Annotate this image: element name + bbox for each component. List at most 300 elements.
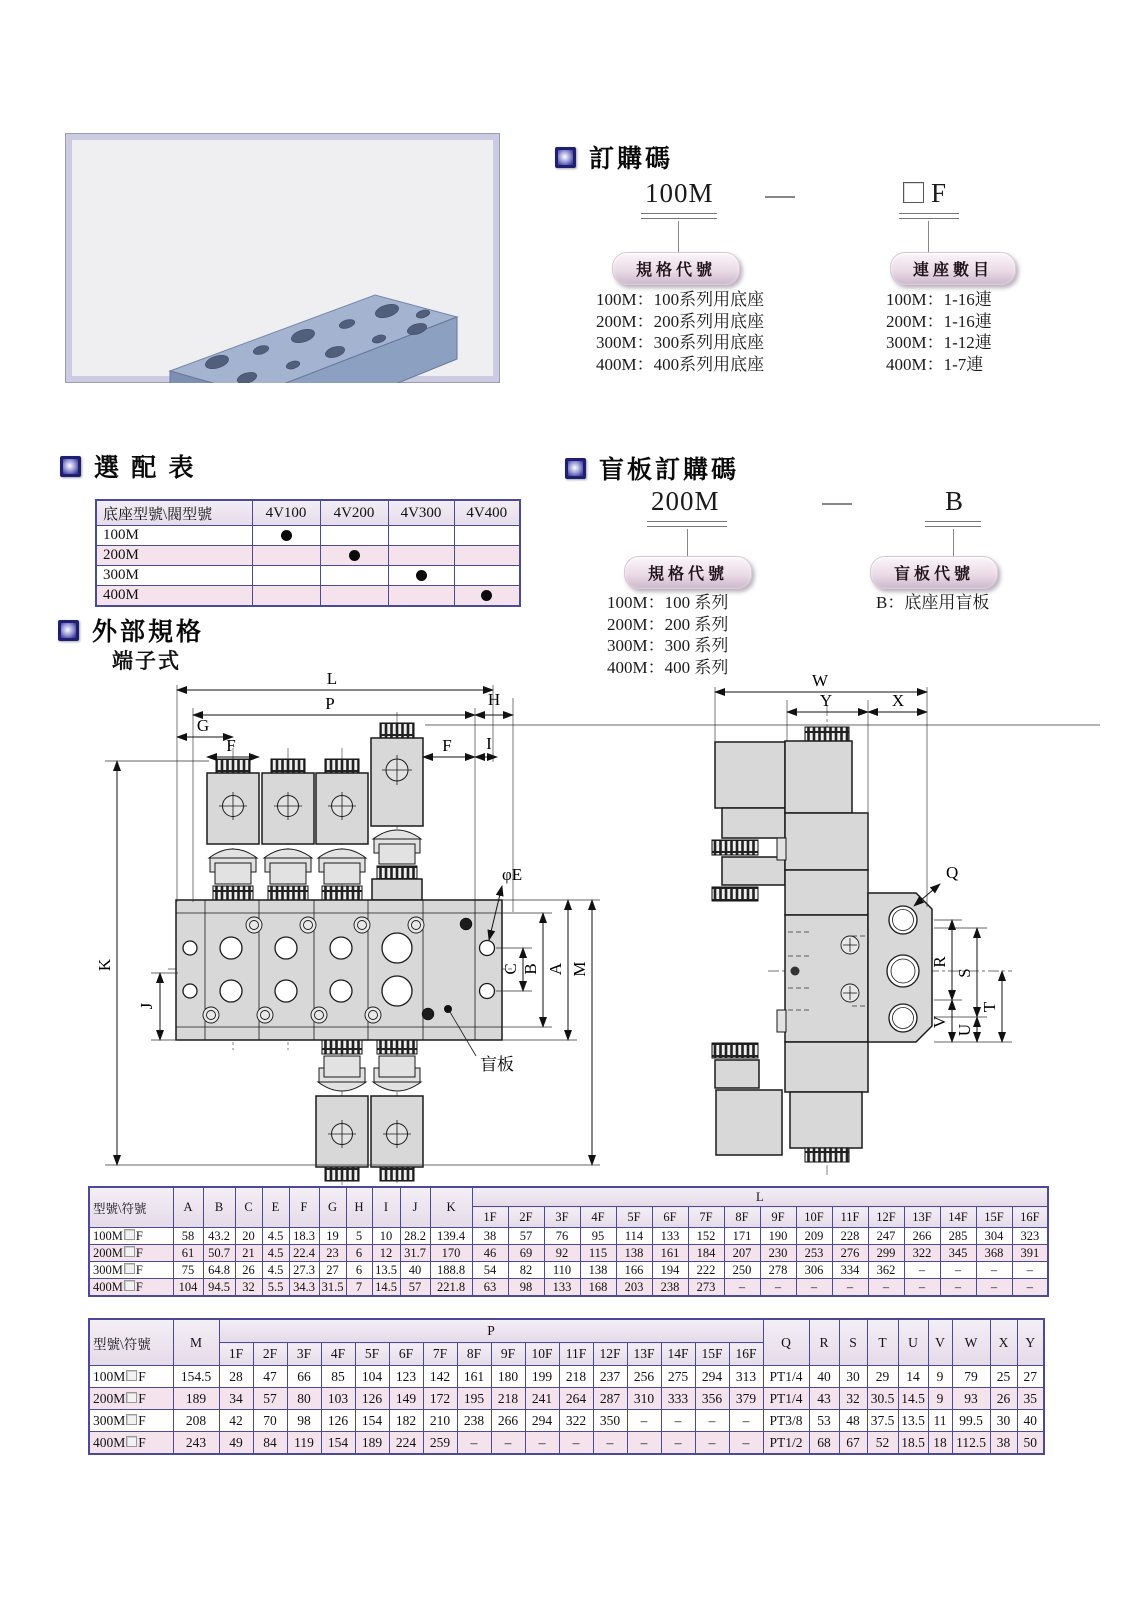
value-cell: – — [525, 1432, 559, 1455]
compat-cell — [454, 546, 520, 566]
ordering-code-right — [903, 178, 947, 209]
value-cell: 218 — [491, 1388, 525, 1410]
model-suffix: F — [138, 1412, 146, 1428]
value-cell: 30 — [990, 1410, 1017, 1432]
value-cell: 6 — [346, 1245, 372, 1262]
model-prefix: 300M — [93, 1262, 123, 1277]
value-cell: – — [627, 1432, 661, 1455]
value-cell: 103 — [321, 1388, 355, 1410]
value-cell: 266 — [491, 1410, 525, 1432]
section-bullet-icon — [58, 620, 79, 641]
col-header: 13F — [904, 1207, 940, 1228]
value-cell: 42 — [219, 1410, 253, 1432]
port-plate — [868, 893, 932, 1042]
value-cell: 142 — [423, 1366, 457, 1388]
header-row — [89, 1319, 1044, 1343]
col-header: A — [173, 1187, 203, 1228]
compat-cell — [252, 586, 320, 607]
value-cell: 210 — [423, 1410, 457, 1432]
value-cell: 247 — [868, 1228, 904, 1245]
value-cell: – — [593, 1432, 627, 1455]
compat-dot-icon — [481, 590, 492, 601]
col-header: M — [173, 1319, 219, 1366]
col-header: 10F — [525, 1343, 559, 1366]
col-header: H — [346, 1187, 372, 1228]
col-header: 13F — [627, 1343, 661, 1366]
blank-box-icon — [124, 1263, 135, 1274]
selection-section-header — [60, 448, 197, 484]
value-cell: – — [868, 1279, 904, 1297]
drawing-subtitle: 端子式 — [112, 649, 181, 673]
double-underline — [647, 521, 727, 527]
value-cell: – — [1012, 1262, 1048, 1279]
value-cell: 275 — [661, 1366, 695, 1388]
value-cell: 304 — [976, 1228, 1012, 1245]
blind-note-list — [876, 592, 989, 614]
col-header: 2F — [253, 1343, 287, 1366]
col-header: B — [203, 1187, 235, 1228]
value-cell: 221.8 — [430, 1279, 472, 1297]
value-cell: 76 — [544, 1228, 580, 1245]
dim-K: K — [95, 958, 114, 972]
value-cell: 49 — [219, 1432, 253, 1455]
col-header: 11F — [559, 1343, 593, 1366]
value-cell: – — [940, 1262, 976, 1279]
value-cell: 98 — [508, 1279, 544, 1297]
col-header: S — [839, 1319, 867, 1366]
code-list-item: 200M：200系列用底座 — [596, 311, 765, 331]
dim-L: L — [326, 669, 338, 688]
value-cell: 166 — [616, 1262, 652, 1279]
col-header: 4F — [580, 1207, 616, 1228]
manifold-body — [176, 900, 502, 1040]
dim-Q: Q — [946, 863, 959, 882]
dim-F: F — [226, 736, 236, 755]
table-row — [96, 526, 520, 546]
col-header: 3F — [544, 1207, 580, 1228]
table-row — [96, 566, 520, 586]
blank-box-icon — [124, 1280, 135, 1291]
dim-P: P — [325, 694, 335, 713]
value-cell: 180 — [491, 1366, 525, 1388]
col-header: V — [928, 1319, 952, 1366]
compat-cell — [320, 546, 388, 566]
value-cell: 18.3 — [289, 1228, 319, 1245]
value-cell: 30.5 — [867, 1388, 898, 1410]
value-cell: 237 — [593, 1366, 627, 1388]
value-cell: 54 — [472, 1262, 508, 1279]
value-cell: 119 — [287, 1432, 321, 1455]
section-title: 盲板訂購碼 — [599, 457, 740, 484]
value-cell: PT1/4 — [763, 1388, 809, 1410]
value-cell: 64.8 — [203, 1262, 235, 1279]
code-list-item: 300M：1-12連 — [886, 333, 992, 352]
value-cell: 93 — [952, 1388, 990, 1410]
code-dash — [765, 196, 795, 198]
value-cell: 190 — [760, 1228, 796, 1245]
model-cell — [89, 1388, 173, 1410]
double-underline — [899, 213, 959, 219]
value-cell: 32 — [839, 1388, 867, 1410]
value-cell: 84 — [253, 1432, 287, 1455]
value-cell: 43.2 — [203, 1228, 235, 1245]
value-cell: 126 — [321, 1410, 355, 1432]
ordering-code-section-header — [555, 139, 673, 175]
col-header: J — [400, 1187, 430, 1228]
blank-box-icon — [903, 182, 924, 203]
col-header: 1F — [472, 1207, 508, 1228]
value-cell: 50.7 — [203, 1245, 235, 1262]
value-cell: 50 — [1017, 1432, 1044, 1455]
blank-box-icon — [126, 1370, 137, 1381]
model-suffix: F — [138, 1390, 146, 1406]
table-row — [89, 1432, 1044, 1455]
product-photo — [65, 133, 500, 383]
table-row — [89, 1279, 1048, 1297]
connector-line — [687, 529, 688, 557]
double-underline — [641, 213, 717, 219]
code-list-item: 100M：100系列用底座 — [596, 290, 765, 309]
value-cell: 57 — [508, 1228, 544, 1245]
col-header: W — [952, 1319, 990, 1366]
table-row — [89, 1228, 1048, 1245]
col-header: 16F — [1012, 1207, 1048, 1228]
value-cell: 104 — [355, 1366, 389, 1388]
value-cell: 69 — [508, 1245, 544, 1262]
value-cell: 285 — [940, 1228, 976, 1245]
value-cell: 13.5 — [898, 1410, 928, 1432]
compat-cell — [252, 526, 320, 546]
table-row — [89, 1366, 1044, 1388]
value-cell: 68 — [809, 1432, 839, 1455]
value-cell: 350 — [593, 1410, 627, 1432]
value-cell: – — [1012, 1279, 1048, 1297]
value-cell: 184 — [688, 1245, 724, 1262]
table-row — [96, 586, 520, 607]
dim-T: T — [980, 1001, 999, 1013]
section-bullet-icon — [565, 458, 586, 479]
table-row — [96, 546, 520, 566]
value-cell: 5.5 — [262, 1279, 289, 1297]
model-prefix: 100M — [93, 1228, 123, 1243]
model-cell — [89, 1228, 173, 1245]
value-cell: 14.5 — [898, 1388, 928, 1410]
value-cell: 57 — [400, 1279, 430, 1297]
value-cell: 172 — [423, 1388, 457, 1410]
value-cell: 161 — [457, 1366, 491, 1388]
value-cell: 154 — [321, 1432, 355, 1455]
col-header: 4V300 — [388, 500, 454, 526]
value-cell: 115 — [580, 1245, 616, 1262]
model-suffix: F — [135, 1245, 143, 1260]
col-header: 9F — [760, 1207, 796, 1228]
model-cell — [89, 1432, 173, 1455]
value-cell: 287 — [593, 1388, 627, 1410]
spec-code-list — [596, 289, 764, 375]
value-cell: 149 — [389, 1388, 423, 1410]
dim-B: B — [521, 963, 540, 975]
value-cell: 82 — [508, 1262, 544, 1279]
value-cell: 23 — [319, 1245, 346, 1262]
section-bullet-icon — [555, 147, 576, 168]
col-header: 5F — [616, 1207, 652, 1228]
compat-cell — [454, 586, 520, 607]
code-list-item: 300M：300系列用底座 — [596, 333, 765, 352]
value-cell: 104 — [173, 1279, 203, 1297]
corner-header: 型號\符號 — [89, 1319, 173, 1366]
dim-X: X — [891, 691, 905, 710]
compat-dot-icon — [416, 570, 427, 581]
col-header: K — [430, 1187, 472, 1228]
value-cell: 294 — [525, 1410, 559, 1432]
dim-I: I — [486, 734, 492, 753]
value-cell: 28.2 — [400, 1228, 430, 1245]
value-cell: 40 — [400, 1262, 430, 1279]
code-list-item: 400M：400系列用底座 — [596, 354, 765, 374]
dim-table-2 — [88, 1318, 1045, 1455]
col-header: F — [289, 1187, 319, 1228]
value-cell: – — [661, 1410, 695, 1432]
value-cell: 67 — [839, 1432, 867, 1455]
value-cell: 4.5 — [262, 1245, 289, 1262]
value-cell: 276 — [832, 1245, 868, 1262]
value-cell: 37.5 — [867, 1410, 898, 1432]
section-title: 選 配 表 — [94, 455, 197, 482]
dim-C: C — [501, 963, 520, 975]
value-cell: 85 — [321, 1366, 355, 1388]
model-cell — [89, 1410, 173, 1432]
blind-code-section-header — [565, 450, 739, 486]
blank-box-icon — [126, 1414, 137, 1425]
value-cell: 52 — [867, 1432, 898, 1455]
value-cell: 4.5 — [262, 1228, 289, 1245]
blank-box-icon — [124, 1229, 135, 1240]
value-cell: 79 — [952, 1366, 990, 1388]
value-cell: 10 — [372, 1228, 400, 1245]
value-cell: 218 — [559, 1366, 593, 1388]
value-cell: 294 — [695, 1366, 729, 1388]
double-underline — [925, 521, 981, 527]
col-header: 15F — [695, 1343, 729, 1366]
value-cell: 26 — [990, 1388, 1017, 1410]
value-cell: 228 — [832, 1228, 868, 1245]
compat-cell — [454, 526, 520, 546]
table-row — [89, 1410, 1044, 1432]
code-list-item: 100M：1-16連 — [886, 290, 992, 309]
compat-cell — [388, 566, 454, 586]
model-suffix: F — [135, 1262, 143, 1277]
value-cell: 5 — [346, 1228, 372, 1245]
code-list-item: 200M：200 系列 — [607, 614, 729, 634]
dim-H: H — [487, 690, 501, 709]
value-cell: 31.7 — [400, 1245, 430, 1262]
value-cell: 32 — [235, 1279, 262, 1297]
section-bullet-icon — [60, 456, 81, 477]
col-header: 8F — [724, 1207, 760, 1228]
value-cell: – — [832, 1279, 868, 1297]
value-cell: 40 — [809, 1366, 839, 1388]
value-cell: 259 — [423, 1432, 457, 1455]
value-cell: 138 — [580, 1262, 616, 1279]
value-cell: 222 — [688, 1262, 724, 1279]
dim-A: A — [546, 962, 565, 976]
connector-line — [678, 221, 679, 252]
value-cell: 48 — [839, 1410, 867, 1432]
value-cell: 168 — [580, 1279, 616, 1297]
code-list-item: 300M：300 系列 — [607, 636, 729, 655]
col-header: 7F — [423, 1343, 457, 1366]
model-cell — [89, 1262, 173, 1279]
value-cell: 250 — [724, 1262, 760, 1279]
value-cell: 334 — [832, 1262, 868, 1279]
compat-cell — [320, 566, 388, 586]
value-cell: – — [729, 1432, 763, 1455]
row-label: 100M — [96, 526, 252, 546]
value-cell: 6 — [346, 1262, 372, 1279]
table-row — [89, 1388, 1044, 1410]
blind-code-right: B — [945, 486, 965, 516]
value-cell: 189 — [173, 1388, 219, 1410]
col-header: 14F — [661, 1343, 695, 1366]
value-cell: – — [695, 1432, 729, 1455]
col-header: 4F — [321, 1343, 355, 1366]
row-label: 200M — [96, 546, 252, 566]
blind-code-pill: 盲板代號 — [870, 556, 998, 589]
value-cell: 40 — [1017, 1410, 1044, 1432]
value-cell: – — [695, 1410, 729, 1432]
value-cell: 20 — [235, 1228, 262, 1245]
value-cell: 230 — [760, 1245, 796, 1262]
value-cell: 99.5 — [952, 1410, 990, 1432]
value-cell: 238 — [457, 1410, 491, 1432]
value-cell: – — [976, 1262, 1012, 1279]
value-cell: 21 — [235, 1245, 262, 1262]
value-cell: 110 — [544, 1262, 580, 1279]
value-cell: 11 — [928, 1410, 952, 1432]
value-cell: – — [627, 1410, 661, 1432]
col-header: 11F — [832, 1207, 868, 1228]
col-header: 4V400 — [454, 500, 520, 526]
code-dash — [822, 503, 852, 505]
compat-cell — [320, 526, 388, 546]
compat-cell — [252, 546, 320, 566]
corner-header: 型號\符號 — [89, 1187, 173, 1228]
compat-cell — [388, 526, 454, 546]
compat-cell — [320, 586, 388, 607]
compat-dot-icon — [349, 550, 360, 561]
blank-box-icon — [126, 1436, 137, 1447]
value-cell: 26 — [235, 1262, 262, 1279]
value-cell: 133 — [544, 1279, 580, 1297]
value-cell: 61 — [173, 1245, 203, 1262]
value-cell: 154 — [355, 1410, 389, 1432]
value-cell: 34 — [219, 1388, 253, 1410]
col-header: 16F — [729, 1343, 763, 1366]
model-prefix: 200M — [93, 1390, 126, 1406]
value-cell: 209 — [796, 1228, 832, 1245]
connector-line — [928, 221, 929, 252]
value-cell: 161 — [652, 1245, 688, 1262]
section-title: 外部規格 — [92, 619, 205, 646]
dim-U: U — [955, 1023, 974, 1037]
value-cell: 170 — [430, 1245, 472, 1262]
value-cell: 38 — [990, 1432, 1017, 1455]
model-prefix: 400M — [93, 1434, 126, 1450]
value-cell: 47 — [253, 1366, 287, 1388]
header-row — [96, 500, 520, 526]
section-title: 訂購碼 — [589, 146, 674, 173]
compat-cell — [252, 566, 320, 586]
col-header: 2F — [508, 1207, 544, 1228]
table-row — [89, 1245, 1048, 1262]
col-header: T — [867, 1319, 898, 1366]
external-spec-section-header — [58, 612, 204, 648]
value-cell: 266 — [904, 1228, 940, 1245]
value-cell: 31.5 — [319, 1279, 346, 1297]
col-header: 8F — [457, 1343, 491, 1366]
value-cell: 273 — [688, 1279, 724, 1297]
value-cell: 195 — [457, 1388, 491, 1410]
value-cell: 30 — [839, 1366, 867, 1388]
value-cell: 58 — [173, 1228, 203, 1245]
value-cell: 95 — [580, 1228, 616, 1245]
value-cell: – — [491, 1432, 525, 1455]
value-cell: 14.5 — [372, 1279, 400, 1297]
value-cell: – — [729, 1410, 763, 1432]
value-cell: 18.5 — [898, 1432, 928, 1455]
value-cell: 278 — [760, 1262, 796, 1279]
value-cell: 9 — [928, 1366, 952, 1388]
value-cell: 57 — [253, 1388, 287, 1410]
spec-code-pill: 規格代號 — [624, 556, 752, 589]
value-cell: 34.3 — [289, 1279, 319, 1297]
value-cell: 243 — [173, 1432, 219, 1455]
value-cell: 224 — [389, 1432, 423, 1455]
col-header: X — [990, 1319, 1017, 1366]
compat-dot-icon — [281, 530, 292, 541]
value-cell: 313 — [729, 1366, 763, 1388]
col-header: 7F — [688, 1207, 724, 1228]
value-cell: 188.8 — [430, 1262, 472, 1279]
span-header: L — [472, 1187, 1048, 1207]
value-cell: – — [940, 1279, 976, 1297]
dim-J: J — [137, 1002, 156, 1010]
code-list-item: B：底座用盲板 — [876, 593, 990, 612]
value-cell: 92 — [544, 1245, 580, 1262]
value-cell: 38 — [472, 1228, 508, 1245]
compat-cell — [454, 566, 520, 586]
model-cell — [89, 1366, 173, 1388]
col-header: 1F — [219, 1343, 253, 1366]
col-header: 3F — [287, 1343, 321, 1366]
value-cell: 27 — [1017, 1366, 1044, 1388]
col-header: E — [262, 1187, 289, 1228]
value-cell: 12 — [372, 1245, 400, 1262]
model-suffix: F — [138, 1434, 146, 1450]
value-cell: 22.4 — [289, 1245, 319, 1262]
value-cell: 63 — [472, 1279, 508, 1297]
value-cell: 299 — [868, 1245, 904, 1262]
value-cell: 94.5 — [203, 1279, 235, 1297]
value-cell: – — [760, 1279, 796, 1297]
value-cell: 43 — [809, 1388, 839, 1410]
value-cell: 199 — [525, 1366, 559, 1388]
selection-table — [95, 499, 521, 607]
tall-valve — [371, 723, 423, 900]
value-cell: 75 — [173, 1262, 203, 1279]
connector-line — [953, 529, 954, 557]
value-cell: 368 — [976, 1245, 1012, 1262]
